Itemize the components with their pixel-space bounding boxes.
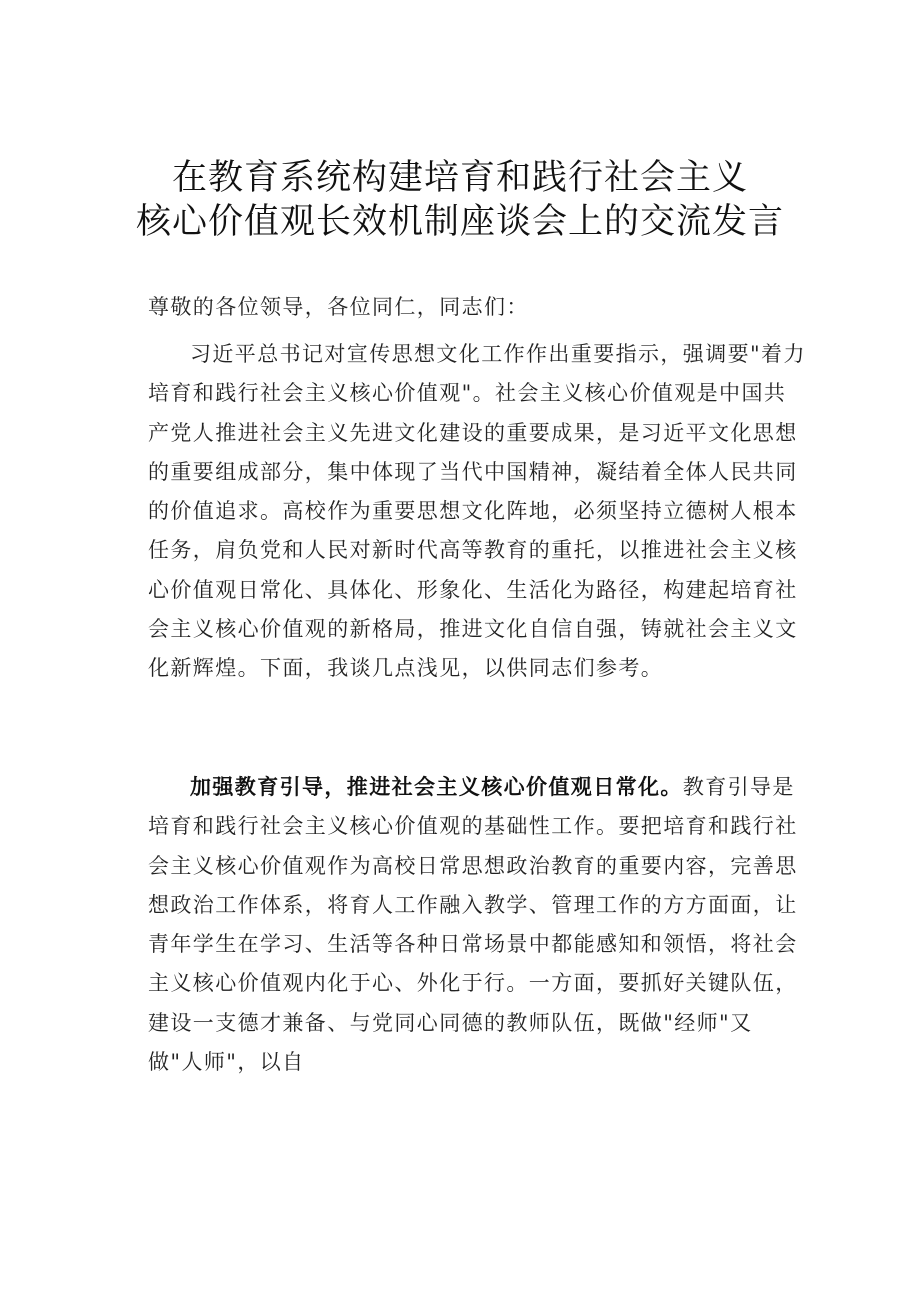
document-title-line-2: 核心价值观长效机制座谈会上的交流发言	[135, 202, 784, 242]
paragraph-lead-heading: 加强教育引导，推进社会主义核心价值观日常化。	[190, 774, 683, 799]
paragraph-education-guidance	[148, 767, 808, 1082]
salutation: 尊敬的各位领导，各位同仁，同志们：	[148, 295, 529, 319]
paragraph-intro-text: 习近平总书记对宣传思想文化工作作出重要指示，强调要"着力培育和践行社会主义核心价值观"。社会主义核心价值观是中国共产党人推进社会主义先进文化建设的重要成果，是习近平文化思想的重要组成部分，集中体现了当代中国精神，凝结着全体人民共同的价值追求。高校作为重要思想文化阵地，必须坚持立德树人根本任务，肩负党和人民对新时代高等教育的重托，以推进社会主义核心价值观日常化、具体化、形象化、生活化为路径，构建起培育社会主义核心价值观的新格局，推进文化自信自强，铸就社会主义文化新辉煌。下面，我谈几点浅见，以供同志们参考。	[148, 342, 806, 681]
paragraph-intro	[148, 335, 808, 689]
paragraph-education-guidance-text: 教育引导是培育和践行社会主义核心价值观的基础性工作。要把培育和践行社会主义核心价值观作为高校日常思想政治教育的重要内容，完善思想政治工作体系，将育人工作融入教学、管理工作的方方面面，让青年学生在学习、生活等各种日常场景中都能感知和领悟，将社会主义核心价值观内化于心、外化于行。一方面，要抓好关键队伍，建设一支德才兼备、与党同心同德的教师队伍，既做"经师"又做"人师"，以自	[148, 775, 798, 1075]
document-title-line-1: 在教育系统构建培育和践行社会主义	[171, 158, 748, 198]
